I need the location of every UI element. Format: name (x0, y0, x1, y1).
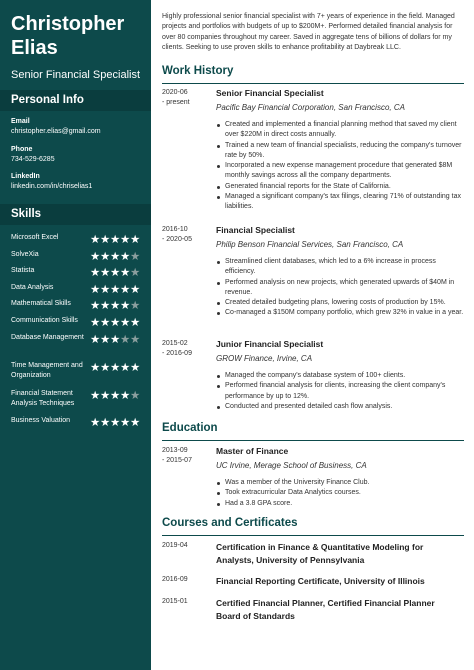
skill-name: Statista (11, 267, 35, 274)
date-start: 2013-09 (162, 447, 188, 454)
entry-role: Financial Specialist (216, 225, 295, 235)
linkedin-value[interactable]: linkedin.com/in/chriselias1 (11, 183, 93, 190)
star-icon: ★ (130, 362, 141, 374)
personal-info-heading: Personal Info (0, 90, 151, 111)
skill-rating (90, 413, 140, 431)
star-icon: ★ (110, 390, 121, 402)
star-icon: ★ (120, 267, 131, 279)
skill-name: SolveXia (11, 251, 39, 258)
entry-bullets (216, 478, 464, 509)
section-divider (162, 535, 464, 536)
skill-name: Business Valuation (11, 417, 71, 424)
star-icon: ★ (90, 234, 101, 246)
star-icon: ★ (100, 284, 111, 296)
bullet-item: Co-managed a $150M company portfolio, which grew 32% in value in a year. (216, 308, 464, 318)
date-start: 2020-06 (162, 89, 188, 96)
section-divider (162, 440, 464, 441)
star-icon: ★ (100, 317, 111, 329)
bullet-item: Created and implemented a financial planning method that saved my client over $220M in direct costs annually. (216, 120, 464, 141)
skills-heading: Skills (0, 204, 151, 225)
entry-role: Senior Financial Specialist (216, 88, 324, 98)
star-icon: ★ (130, 284, 141, 296)
star-icon: ★ (90, 300, 101, 312)
star-icon: ★ (110, 362, 121, 374)
star-icon: ★ (100, 362, 111, 374)
entry-bullets (216, 371, 464, 412)
star-icon: ★ (100, 334, 111, 346)
date-end: - 2015-07 (162, 457, 192, 464)
phone-label: Phone (11, 146, 33, 153)
star-icon: ★ (120, 417, 131, 429)
skill-name: Communication Skills (11, 317, 78, 324)
entry-dates (162, 88, 210, 108)
bullet-item: Performed financial analysis for clients, increasing the client company's performance by up to 12%. (216, 381, 464, 402)
star-icon: ★ (110, 417, 121, 429)
skill-rating (90, 358, 140, 376)
star-icon: ★ (130, 234, 141, 246)
date-start: 2016-10 (162, 226, 188, 233)
star-icon: ★ (130, 267, 141, 279)
entry-organization: GROW Finance, Irvine, CA (216, 354, 313, 363)
skill-rating (90, 386, 140, 404)
entry-body (216, 88, 464, 213)
resume-main (151, 0, 474, 670)
star-icon: ★ (90, 334, 101, 346)
star-icon: ★ (110, 251, 121, 263)
skill-rating (90, 296, 140, 314)
star-icon: ★ (120, 334, 131, 346)
entry-body (216, 225, 464, 319)
star-icon: ★ (120, 284, 131, 296)
skill-name: Mathematical Skills (11, 300, 71, 307)
bullet-item: Performed analysis on new projects, which generated upwards of $40M in revenue. (216, 278, 464, 299)
entry-dates (162, 339, 210, 359)
profile-summary: Highly professional senior financial specialist with 7+ years of experience in the field. Managed projects and portfolios with budgets of up to $200M+. Performed detailed financial analysis for over 80 companies throughout my career. Saved in aggregate tens of billions of dollars for my clients. Seeking to use proven skills to enhance profitability at Daybreak LLC. (162, 13, 455, 51)
entry-dates (162, 225, 210, 245)
star-icon: ★ (100, 300, 111, 312)
star-icon: ★ (120, 362, 131, 374)
job-title: Senior Financial Specialist (11, 69, 141, 81)
star-icon: ★ (90, 267, 101, 279)
star-icon: ★ (100, 251, 111, 263)
education-heading: Education (162, 422, 218, 434)
star-icon: ★ (100, 390, 111, 402)
bullet-item: Created detailed budgeting plans, lowering costs of production by 15%. (216, 298, 464, 308)
work-history-heading: Work History (162, 65, 234, 77)
skill-rating (90, 330, 140, 348)
star-icon: ★ (90, 317, 101, 329)
skill-name: Database Management (11, 334, 84, 341)
star-icon: ★ (110, 234, 121, 246)
entry-organization: Philip Benson Financial Services, San Francisco, CA (216, 240, 404, 249)
bullet-item: Managed a significant company's tax filings, clearing 71% of outstanding tax liabilities. (216, 192, 464, 213)
course-title: Certification in Finance & Quantitative Modeling for Analysts, University of Pennsylvania (216, 542, 424, 565)
star-icon: ★ (110, 267, 121, 279)
resume-sidebar (0, 0, 151, 670)
bullet-item: Had a 3.8 GPA score. (216, 499, 464, 509)
date-end: - 2020-05 (162, 236, 192, 243)
course-date: 2015-01 (162, 598, 188, 605)
star-icon: ★ (130, 417, 141, 429)
star-icon: ★ (100, 267, 111, 279)
entry-degree: Master of Finance (216, 446, 289, 456)
star-icon: ★ (100, 417, 111, 429)
course-date: 2019-04 (162, 542, 188, 549)
email-label: Email (11, 118, 30, 125)
bullet-item: Incorporated a new expense management procedure that generated $8M monthly savings across all the company departments. (216, 161, 464, 182)
bullet-item: Took extracurricular Data Analytics courses. (216, 488, 464, 498)
star-icon: ★ (90, 284, 101, 296)
skill-rating (90, 230, 140, 248)
first-name: Christopher (11, 13, 125, 35)
course-title: Certified Financial Planner, Certified Financial Planner Board of Standards (216, 598, 435, 621)
entry-bullets (216, 257, 464, 319)
courses-heading: Courses and Certificates (162, 517, 298, 529)
entry-school: UC Irvine, Merage School of Business, CA (216, 461, 367, 470)
skill-rating (90, 313, 140, 331)
last-name: Elias (11, 37, 58, 59)
section-divider (162, 83, 464, 84)
star-icon: ★ (110, 317, 121, 329)
star-icon: ★ (120, 234, 131, 246)
skill-rating (90, 263, 140, 281)
star-icon: ★ (130, 390, 141, 402)
date-start: 2015-02 (162, 340, 188, 347)
star-icon: ★ (130, 251, 141, 263)
entry-bullets (216, 120, 464, 213)
star-icon: ★ (90, 362, 101, 374)
star-icon: ★ (130, 334, 141, 346)
entry-body (216, 446, 464, 509)
bullet-item: Conducted and presented detailed cash flow analysis. (216, 402, 464, 412)
star-icon: ★ (120, 251, 131, 263)
star-icon: ★ (90, 417, 101, 429)
entry-organization: Pacific Bay Financial Corporation, San Francisco, CA (216, 103, 405, 112)
skill-name: Time Management and Organization (11, 362, 83, 379)
star-icon: ★ (110, 284, 121, 296)
star-icon: ★ (110, 334, 121, 346)
date-end: - 2016-09 (162, 350, 192, 357)
bullet-item: Trained a new team of financial specialists, reducing the company's turnover rate by 50%. (216, 141, 464, 162)
skill-name: Financial Statement Analysis Techniques (11, 390, 75, 407)
email-value[interactable]: christopher.elias@gmail.com (11, 128, 101, 135)
star-icon: ★ (100, 234, 111, 246)
star-icon: ★ (120, 390, 131, 402)
bullet-item: Managed the company's database system of 100+ clients. (216, 371, 464, 381)
linkedin-label: LinkedIn (11, 173, 40, 180)
skill-name: Data Analysis (11, 284, 54, 291)
entry-role: Junior Financial Specialist (216, 339, 324, 349)
bullet-item: Streamlined client databases, which led to a 6% increase in process efficiency. (216, 257, 464, 278)
star-icon: ★ (90, 251, 101, 263)
star-icon: ★ (120, 317, 131, 329)
candidate-name (11, 12, 124, 60)
phone-value: 734-529-6285 (11, 156, 55, 163)
star-icon: ★ (120, 300, 131, 312)
skill-name: Microsoft Excel (11, 234, 59, 241)
bullet-item: Generated financial reports for the State of California. (216, 182, 464, 192)
entry-dates (162, 446, 210, 466)
course-title: Financial Reporting Certificate, University of Illinois (216, 576, 425, 586)
star-icon: ★ (130, 317, 141, 329)
course-date: 2016-09 (162, 576, 188, 583)
date-end: - present (162, 99, 190, 106)
star-icon: ★ (110, 300, 121, 312)
star-icon: ★ (90, 390, 101, 402)
entry-body (216, 339, 464, 412)
bullet-item: Was a member of the University Finance Club. (216, 478, 464, 488)
star-icon: ★ (130, 300, 141, 312)
